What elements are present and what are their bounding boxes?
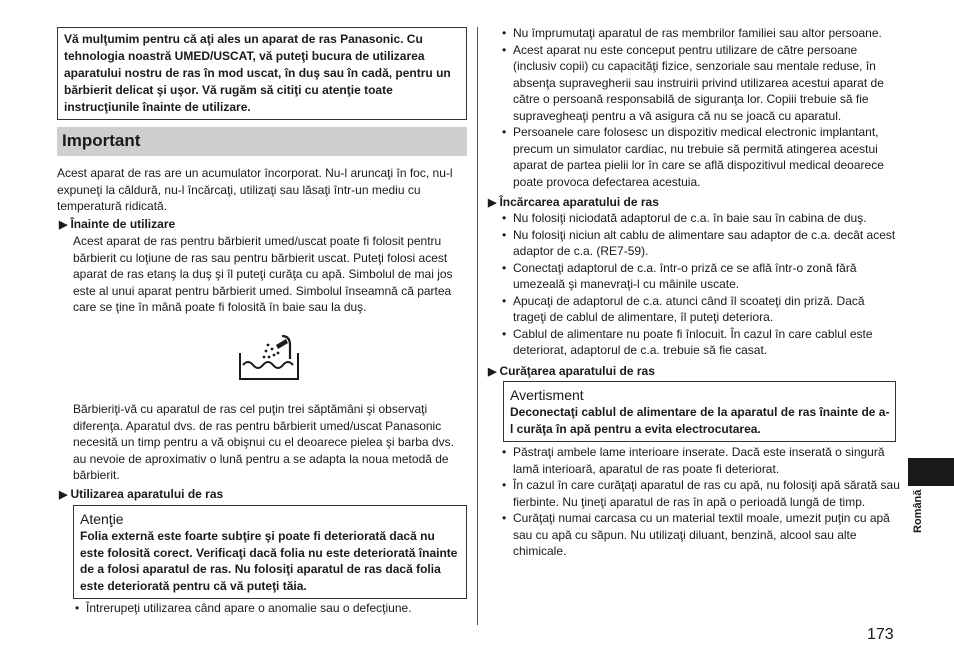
intro-box: Vă mulţumim pentru că aţi ales un aparat de ras Panasonic. Cu tehnologia noastră UMED/USCAT, vă puteţi bucura de utilizarea aparatului nostru de ras în mod uscat, în duş sau în cadă, pentru un bărbierit delicat şi uşor. Vă rugăm să citiţi cu atenţie toate instrucţiunile înainte de utilizare.	[57, 27, 467, 120]
subheading-label: Utilizarea aparatului de ras	[70, 487, 224, 501]
list-item: • Nu împrumutaţi aparatul de ras membrilor familiei sau altor persoane.	[500, 25, 900, 42]
caution-box	[73, 505, 467, 599]
list-item: • În cazul în care curăţaţi aparatul de ras cu apă, nu folosiţi apă sărată sau fierbinte. Nu ţineţi aparatul de ras în apă o perioadă lungă de timp.	[500, 477, 900, 510]
subheading-label: Încărcarea aparatului de ras	[499, 195, 659, 209]
warning-box	[503, 381, 896, 442]
general-bullet-list	[500, 25, 900, 190]
list-item: • Cablul de alimentare nu poate fi înlocuit. În cazul în care cablul este deteriorat, adaptorul de c.a. trebuie să fie casat.	[500, 326, 900, 359]
warning-body: Deconectaţi cablul de alimentare de la aparatul de ras înainte de a-l curăţa în apă pentru a evita electrocutarea.	[510, 405, 890, 436]
list-item: • Acest aparat nu este conceput pentru utilizare de către persoane (inclusiv copii) cu capacităţi fizice, senzoriale sau mentale reduse, în absenţa supravegherii sau instruirii privind utilizarea acestui aparat de către o persoană responsabilă de siguranţa lor. Copiii trebuie să fie supravegheaţi pentru a vă asigura că nu se joacă cu aparatul.	[500, 42, 900, 125]
list-item: • Persoanele care folosesc un dispozitiv medical electronic implantant, precum un simulator cardiac, nu trebuie să permită atingerea acestui aparat de partea pielii lor în care se află dispozitivul medical deoarece poate provoca defectarea acestuia.	[500, 124, 900, 190]
warning-title: Avertisment	[510, 387, 584, 403]
list-item: • Nu folosiţi niciodată adaptorul de c.a. în baie sau în cabina de duş.	[500, 210, 900, 227]
cleaning-bullet-list	[500, 444, 900, 560]
list-item: • Nu folosiţi niciun alt cablu de alimentare sau adaptor de c.a. decât acest adaptor de c.a. (RE7-59).	[500, 227, 900, 260]
before-use-text: Acest aparat de ras pentru bărbierit umed/uscat poate fi folosit pentru bărbierit cu loţiune de ras sau pentru bărbierit uscat. Puteţi folosi acest aparat de ras etanş la duş şi îl puteţi curăţa cu apă. Simbolul de mai jos este al unui aparat pentru bărbierit umed. Simbolul înseamnă că partea care se ţine în mână poate fi folosită în baie sau la duş.	[73, 234, 453, 314]
charging-bullet-list	[500, 210, 900, 359]
triangle-arrow-icon: ▶	[59, 219, 68, 231]
column-divider	[477, 27, 478, 625]
triangle-arrow-icon: ▶	[488, 366, 497, 378]
list-item: • Apucaţi de adaptorul de c.a. atunci când îl scoateţi din priză. Dacă trageţi de cablul de alimentare, îl puteţi deteriora.	[500, 293, 900, 326]
caution-body: Folia externă este foarte subţire şi poate fi deteriorată dacă nu este folosită corect. Verificaţi dacă folia nu este deteriorată înainte de a folosi aparatul de ras. Nu folosiţi aparatul de ras dacă folia este deteriorată pentru că vă puteţi tăia.	[80, 529, 458, 593]
list-item: • Curăţaţi numai carcasa cu un material textil moale, umezit puţin cu apă sau cu apă cu săpun. Nu utilizaţi diluant, benzină, alcool sau alte chimicale.	[500, 510, 900, 560]
list-item: • Păstraţi ambele lame interioare inserate. Dacă este inserată o singură lamă interioară, aparatul de ras poate fi deteriorat.	[500, 444, 900, 477]
list-item: • Întrerupeţi utilizarea când apare o anomalie sau o defecţiune.	[73, 600, 467, 617]
language-label: Română	[912, 489, 924, 533]
subheading-before-use	[59, 216, 175, 233]
subheading-label: Înainte de utilizare	[70, 217, 176, 231]
subheading-label: Curăţarea aparatului de ras	[499, 364, 655, 378]
triangle-arrow-icon: ▶	[488, 197, 497, 209]
subheading-using-shaver	[59, 486, 223, 503]
subheading-charging	[488, 194, 659, 211]
before-use-text-2: Bărbieriţi-vă cu aparatul de ras cel puţin trei săptămâni şi observaţi diferenţa. Aparatul dvs. de ras pentru bărbierit umed/uscat Panasonic necesită un timp pentru a vă obişnui cu el deoarece pielea şi barba dvs. au nevoie de aproximativ o lună pentru a se adapta la noua metodă de bărbierit.	[73, 402, 454, 482]
language-tab-marker	[908, 458, 954, 486]
caution-title: Atenţie	[80, 511, 124, 527]
list-item: • Conectaţi adaptorul de c.a. într-o priză ce se află într-o zonă fără umezeală şi manevraţi-l cu mâinile uscate.	[500, 260, 900, 293]
battery-paragraph: Acest aparat de ras are un acumulator încorporat. Nu-l aruncaţi în foc, nu-l expuneţi la căldură, nu-l încărcaţi, utilizaţi sau lăsaţi într-un mediu cu temperatură ridicată.	[57, 166, 453, 213]
page-number: 173	[867, 626, 894, 643]
use-bullet-list	[73, 600, 467, 617]
section-heading: Important	[57, 127, 467, 156]
shower-bath-symbol-icon	[238, 333, 300, 388]
triangle-arrow-icon: ▶	[59, 489, 68, 501]
subheading-cleaning	[488, 363, 655, 380]
